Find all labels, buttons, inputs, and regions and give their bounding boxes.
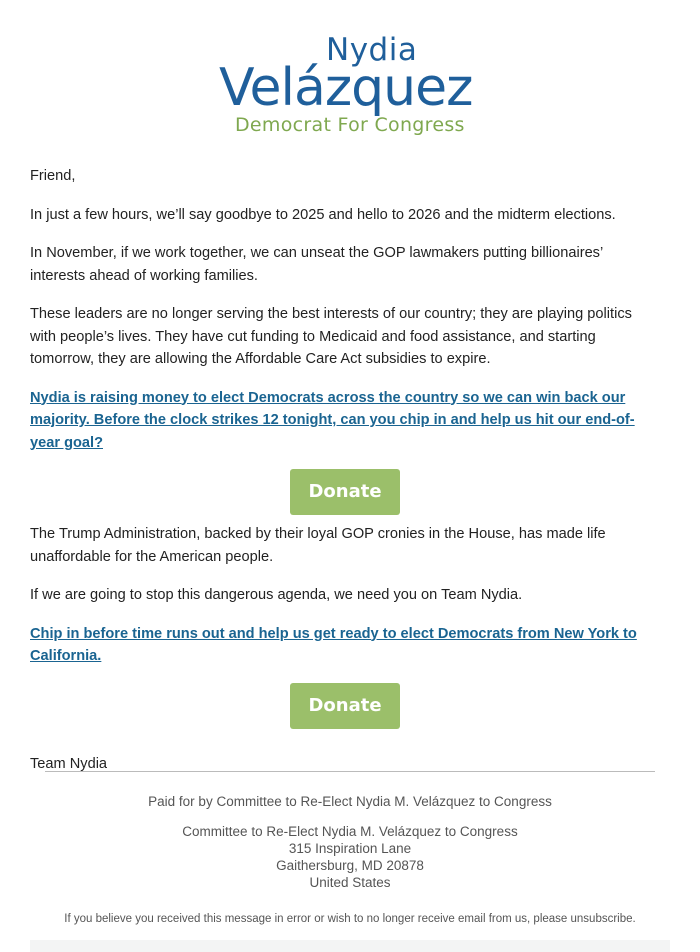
logo-first-name: Nydia <box>326 32 418 68</box>
donate-button-1[interactable]: Donate <box>290 469 400 515</box>
logo-tagline: Democrat For Congress <box>235 114 465 136</box>
footer <box>0 793 700 928</box>
paragraph-2: In November, if we work together, we can unseat the GOP lawmakers putting billionaires’ interests ahead of working families. <box>30 245 603 284</box>
paragraph-3: These leaders are no longer serving the best interests of our country; they are playing politics with people’s lives. They have cut funding to Medicaid and food assistance, and starting tomorrow, they are allowing the Affordable Care Act subsidies to expire. <box>30 306 632 367</box>
address-city: Gaithersburg, MD 20878 <box>276 858 424 873</box>
committee-name: Committee to Re-Elect Nydia M. Velázquez to Congress <box>182 824 518 839</box>
signoff: Team Nydia <box>30 755 108 772</box>
greeting: Friend, <box>30 168 76 184</box>
unsubscribe-notice[interactable]: If you believe you received this message in error or wish to no longer receive email from us, please unsubscribe. <box>64 913 636 925</box>
logo-last-name: Velázquez <box>219 58 473 118</box>
campaign-logo <box>0 30 700 140</box>
paragraph-5: If we are going to stop this dangerous agenda, we need you on Team Nydia. <box>30 587 523 603</box>
footer-divider <box>45 771 655 772</box>
donate-button-2[interactable]: Donate <box>290 683 400 729</box>
paid-for-disclaimer: Paid for by Committee to Re-Elect Nydia M. Velázquez to Congress <box>148 794 552 809</box>
cta-link-1[interactable]: Nydia is raising money to elect Democrats across the country so we can win back our majority. Before the clock strikes 12 tonight, can you chip in and help us hit our end-of-year goal? <box>30 389 635 451</box>
cta-link-2[interactable]: Chip in before time runs out and help us get ready to elect Democrats from New York to California. <box>30 625 637 664</box>
address-country: United States <box>309 875 391 890</box>
donate-button-wrap-1 <box>30 469 660 515</box>
paragraph-4: The Trump Administration, backed by their loyal GOP cronies in the House, has made life unaffordable for the American people. <box>30 526 606 565</box>
bottom-bar <box>30 940 670 952</box>
address-street: 315 Inspiration Lane <box>288 841 412 856</box>
email-body <box>30 165 660 791</box>
donate-button-wrap-2 <box>30 683 660 729</box>
paragraph-1: In just a few hours, we’ll say goodbye to 2025 and hello to 2026 and the midterm elections. <box>30 206 616 223</box>
